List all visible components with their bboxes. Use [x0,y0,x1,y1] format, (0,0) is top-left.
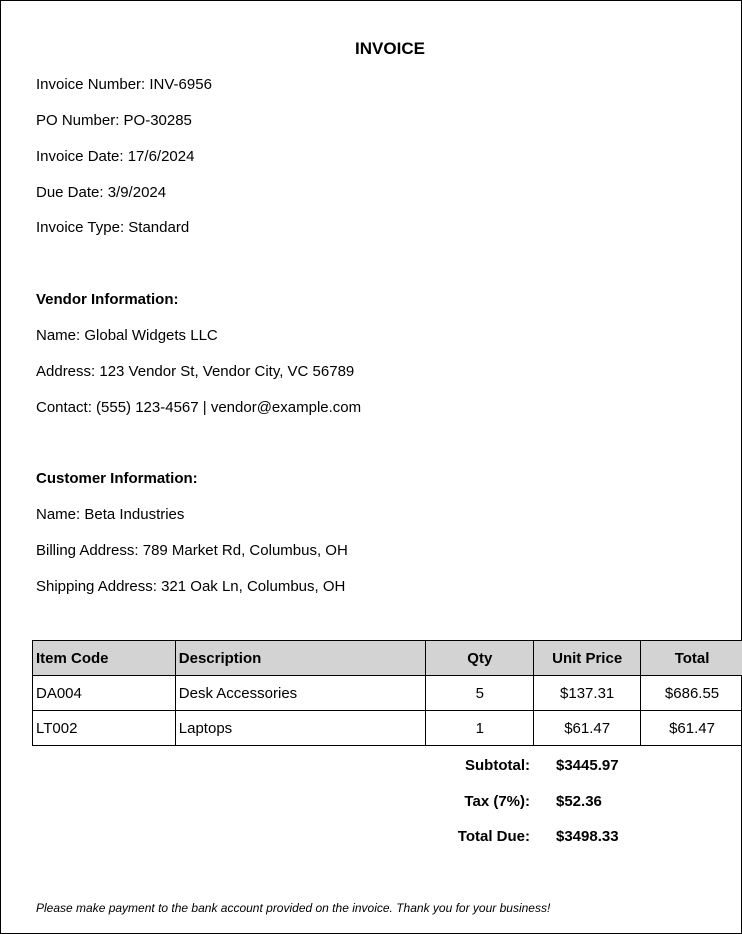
vendor-contact: Contact: (555) 123-4567 | vendor@example.com [36,399,362,416]
subtotal-label: Subtotal: [465,757,530,774]
header-qty: Qty [426,641,534,676]
qty-cell: 5 [426,676,534,711]
total-due-value: $3498.33 [556,828,619,845]
unit-price-cell: $61.47 [534,711,641,746]
tax-label: Tax (7%): [464,793,530,810]
customer-heading: Customer Information: [36,470,198,487]
po-number: PO Number: PO-30285 [36,112,192,129]
invoice-number: Invoice Number: INV-6956 [36,76,212,93]
header-unit-price: Unit Price [534,641,641,676]
customer-name: Name: Beta Industries [36,506,185,523]
due-date: Due Date: 3/9/2024 [36,184,167,201]
shipping-address: Shipping Address: 321 Oak Ln, Columbus, OH [36,578,346,595]
billing-address: Billing Address: 789 Market Rd, Columbus, OH [36,542,348,559]
table-header-row [33,641,742,676]
table-row [33,676,742,711]
header-description: Description [175,641,426,676]
total-due-label: Total Due: [457,828,530,845]
qty-cell: 1 [426,711,534,746]
unit-price-cell: $137.31 [534,676,641,711]
tax-value: $52.36 [556,793,602,810]
total-cell: $686.55 [641,676,742,711]
description-cell: Laptops [175,711,426,746]
invoice-title: INVOICE [355,39,425,58]
header-item-code: Item Code [33,641,176,676]
table-row [33,711,742,746]
header-total: Total [641,641,742,676]
item-code-cell: LT002 [33,711,176,746]
description-cell: Desk Accessories [175,676,426,711]
payment-note: Please make payment to the bank account provided on the invoice. Thank you for your business! [36,901,551,915]
line-items-table [32,640,742,746]
vendor-heading: Vendor Information: [36,291,179,308]
total-cell: $61.47 [641,711,742,746]
vendor-name: Name: Global Widgets LLC [36,327,218,344]
invoice-type: Invoice Type: Standard [36,219,190,236]
subtotal-value: $3445.97 [556,757,619,774]
item-code-cell: DA004 [33,676,176,711]
invoice-date: Invoice Date: 17/6/2024 [36,148,195,165]
vendor-address: Address: 123 Vendor St, Vendor City, VC 56789 [36,363,355,380]
